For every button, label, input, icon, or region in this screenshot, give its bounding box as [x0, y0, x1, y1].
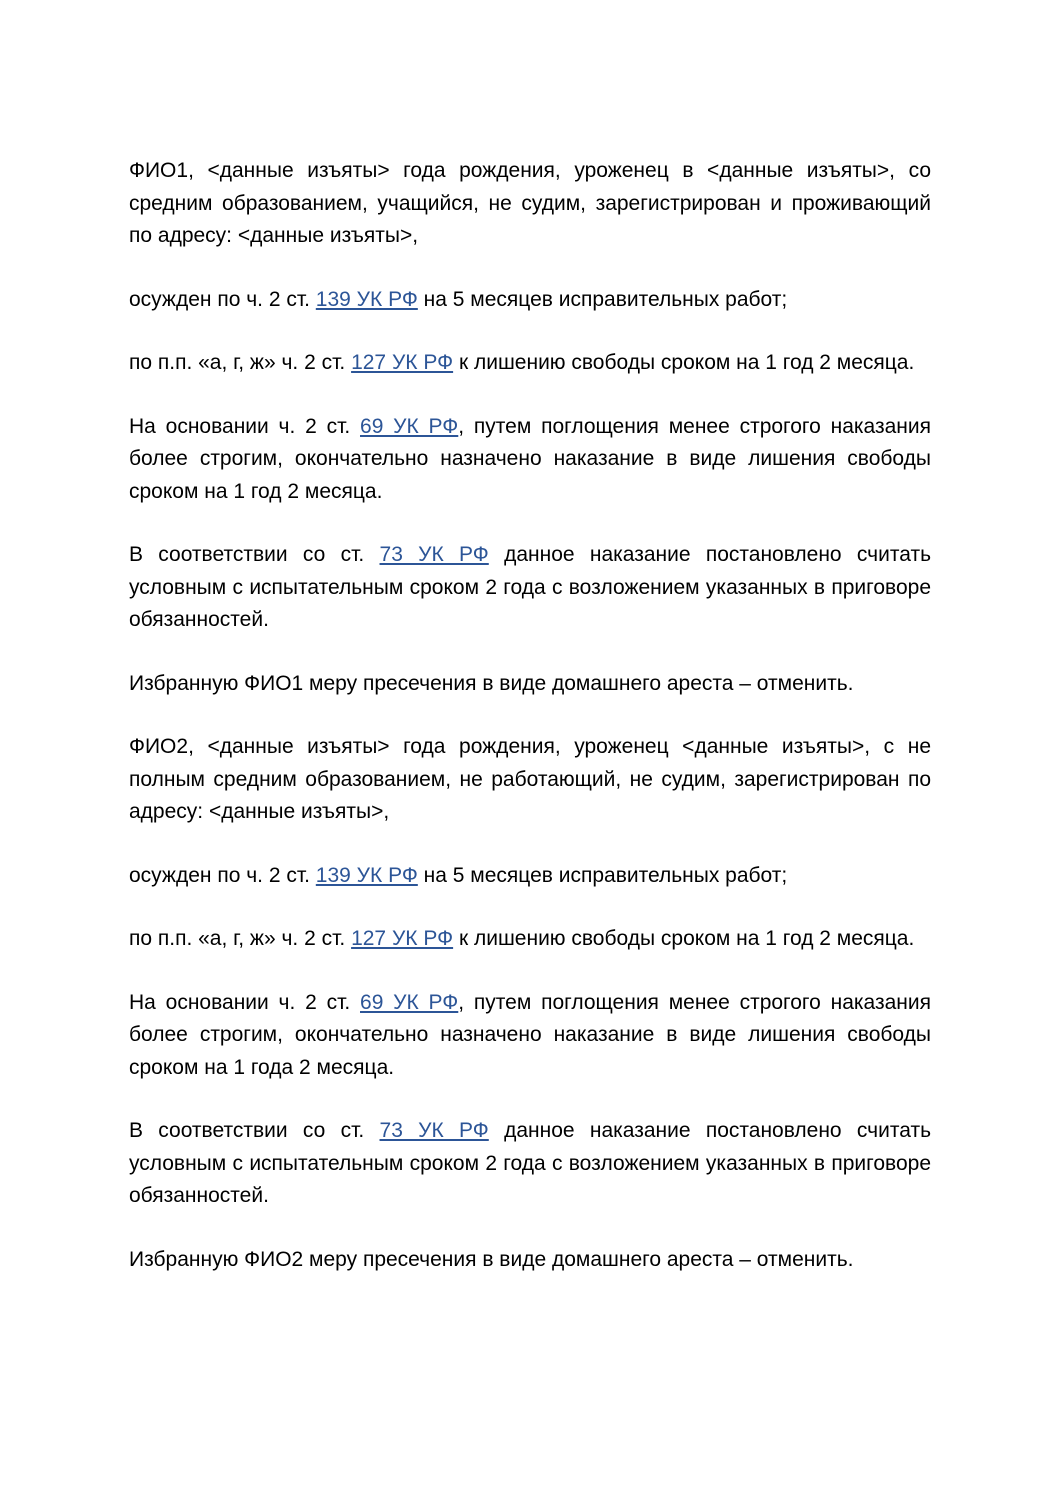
paragraph-defendant1-measure [129, 668, 931, 701]
document-page [129, 155, 931, 1307]
paragraph-defendant1-info [129, 155, 931, 253]
paragraph-text: по п.п. «а, г, ж» ч. 2 ст. [129, 351, 352, 374]
paragraph-text: На основании ч. 2 ст. [129, 414, 361, 438]
paragraph-text: к лишению свободы сроком на 1 год 2 месяца. [453, 927, 915, 950]
paragraph-defendant2-art127 [129, 923, 931, 956]
paragraph-defendant2-art73 [129, 1115, 931, 1213]
paragraph-defendant2-info [129, 731, 931, 829]
paragraph-text: к лишению свободы сроком на 1 год 2 месяца. [453, 351, 915, 374]
paragraph-defendant1-art139 [129, 284, 931, 317]
law-link-127[interactable]: 127 УК РФ [351, 927, 454, 950]
law-link-73[interactable]: 73 УК РФ [379, 543, 489, 566]
paragraph-text: данное наказание постановлено считать условным с испытательным сроком 2 года с возложением указанных в приговоре обязанностей. [129, 1119, 932, 1207]
paragraph-text: , путем поглощения менее строгого наказания более строгим, окончательно назначено наказание в виде лишения свободы сроком на 1 года 2 месяца. [129, 990, 931, 1079]
law-link-69[interactable]: 69 УК РФ [360, 990, 459, 1014]
law-link-139[interactable]: 139 УК РФ [315, 287, 418, 311]
paragraph-text: В соответствии со ст. [129, 543, 380, 566]
paragraph-text: Избранную ФИО1 меру пресечения в виде домашнего ареста – отменить. [129, 671, 854, 695]
paragraph-defendant1-art73 [129, 539, 931, 637]
paragraph-text: , путем поглощения менее строгого наказания более строгим, окончательно назначено наказание в виде лишения свободы сроком на 1 год 2 месяца. [129, 414, 931, 503]
law-link-73[interactable]: 73 УК РФ [379, 1119, 489, 1142]
paragraph-text: осужден по ч. 2 ст. [129, 287, 316, 311]
law-link-139[interactable]: 139 УК РФ [315, 863, 418, 887]
paragraph-text: по п.п. «а, г, ж» ч. 2 ст. [129, 927, 352, 950]
paragraph-text: В соответствии со ст. [129, 1119, 380, 1142]
paragraph-text: данное наказание постановлено считать условным с испытательным сроком 2 года с возложением указанных в приговоре обязанностей. [129, 543, 932, 631]
paragraph-text: На основании ч. 2 ст. [129, 990, 361, 1014]
paragraph-defendant1-art127 [129, 347, 931, 380]
paragraph-text: осужден по ч. 2 ст. [129, 863, 316, 887]
law-link-69[interactable]: 69 УК РФ [360, 414, 459, 438]
paragraph-defendant2-art139 [129, 860, 931, 893]
paragraph-text: ФИО1, <данные изъяты> года рождения, уроженец в <данные изъяты>, со средним образованием, учащийся, не судим, зарегистрирован и проживающий по адресу: <данные изъяты>, [129, 159, 931, 247]
paragraph-text: ФИО2, <данные изъяты> года рождения, уроженец <данные изъяты>, с не полным средним образованием, не работающий, не судим, зарегистрирован по адресу: <данные изъяты>, [129, 735, 931, 823]
paragraph-defendant1-art69 [129, 411, 931, 509]
paragraph-text: на 5 месяцев исправительных работ; [417, 287, 788, 311]
paragraph-defendant2-art69 [129, 987, 931, 1085]
paragraph-text: Избранную ФИО2 меру пресечения в виде домашнего ареста – отменить. [129, 1247, 854, 1271]
paragraph-text: на 5 месяцев исправительных работ; [417, 863, 788, 887]
law-link-127[interactable]: 127 УК РФ [351, 351, 454, 374]
paragraph-defendant2-measure [129, 1244, 931, 1277]
